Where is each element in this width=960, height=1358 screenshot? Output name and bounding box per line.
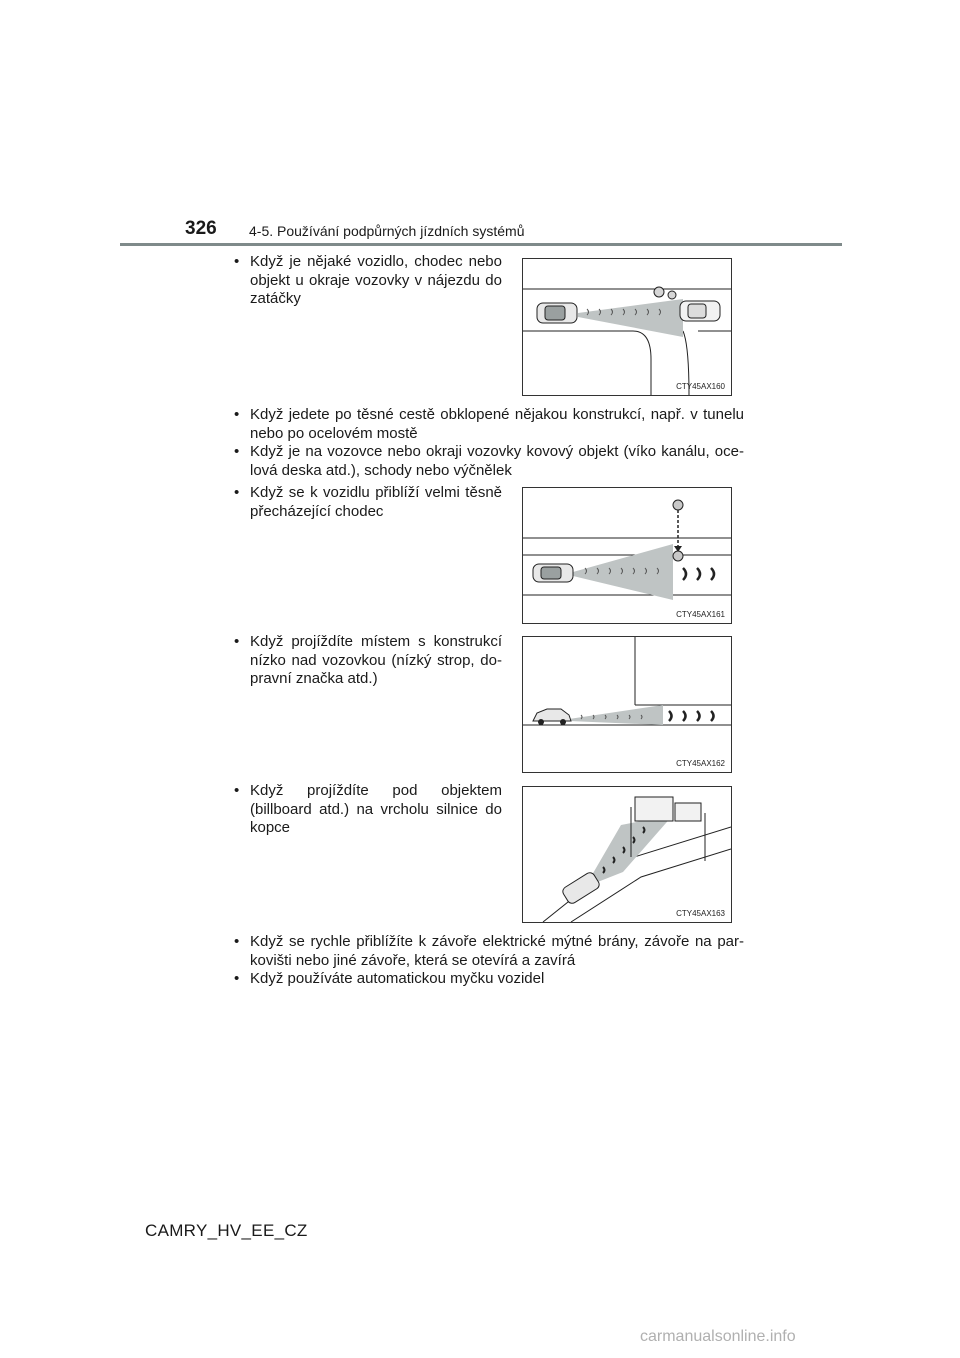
bullet-car-wash: • Když používáte automatickou myčku vozidel — [234, 970, 744, 989]
figure-code: CTY45AX161 — [676, 610, 725, 619]
figure-code: CTY45AX163 — [676, 909, 725, 918]
figure-code: CTY45AX160 — [676, 382, 725, 391]
bullet-low-structure: • Když projíždíte místem s konstrukcí nízko nad vozovkou (nízký strop, do- pravní značka atd.) — [234, 633, 502, 689]
section-title: 4-5. Používání podpůrných jízdních systémů — [249, 223, 525, 239]
figure-curve-obstacle — [522, 258, 732, 396]
header-divider — [120, 243, 842, 246]
bullet-barrier: • Když se rychle přiblížíte k závoře elektrické mýtné brány, závoře na par- kovišti nebo jiné závoře, která se otevírá a zavírá — [234, 933, 744, 970]
figure-crossing-pedestrian — [522, 487, 732, 624]
pedestrian-illustration — [523, 488, 731, 623]
bullet-billboard: • Když projíždíte pod objektem (billboard atd.) na vrcholu silnice do kopce — [234, 782, 502, 838]
figure-billboard-hill — [522, 786, 732, 923]
bullet-pedestrian: • Když se k vozidlu přiblíží velmi těsně přecházející chodec — [234, 484, 502, 521]
bullet-metal-object: • Když je na vozovce nebo okraji vozovky kovový objekt (víko kanálu, oce- lová deska atd.), schody nebo výčnělek — [234, 443, 744, 480]
page-number: 326 — [185, 218, 217, 239]
bullet-tunnel: • Když jedete po těsné cestě obklopené nějakou konstrukcí, např. v tunelu nebo po ocelovém mostě — [234, 406, 744, 443]
bullet-curve: • Když je nějaké vozidlo, chodec nebo objekt u okraje vozovky v nájezdu do zatáčky — [234, 253, 502, 309]
curve-illustration — [523, 259, 731, 395]
watermark[interactable]: carmanualsonline.info — [640, 1328, 796, 1345]
figure-code: CTY45AX162 — [676, 759, 725, 768]
document-id: CAMRY_HV_EE_CZ — [145, 1221, 308, 1240]
billboard-illustration — [523, 787, 731, 922]
low-structure-illustration — [523, 637, 731, 772]
figure-low-structure — [522, 636, 732, 773]
